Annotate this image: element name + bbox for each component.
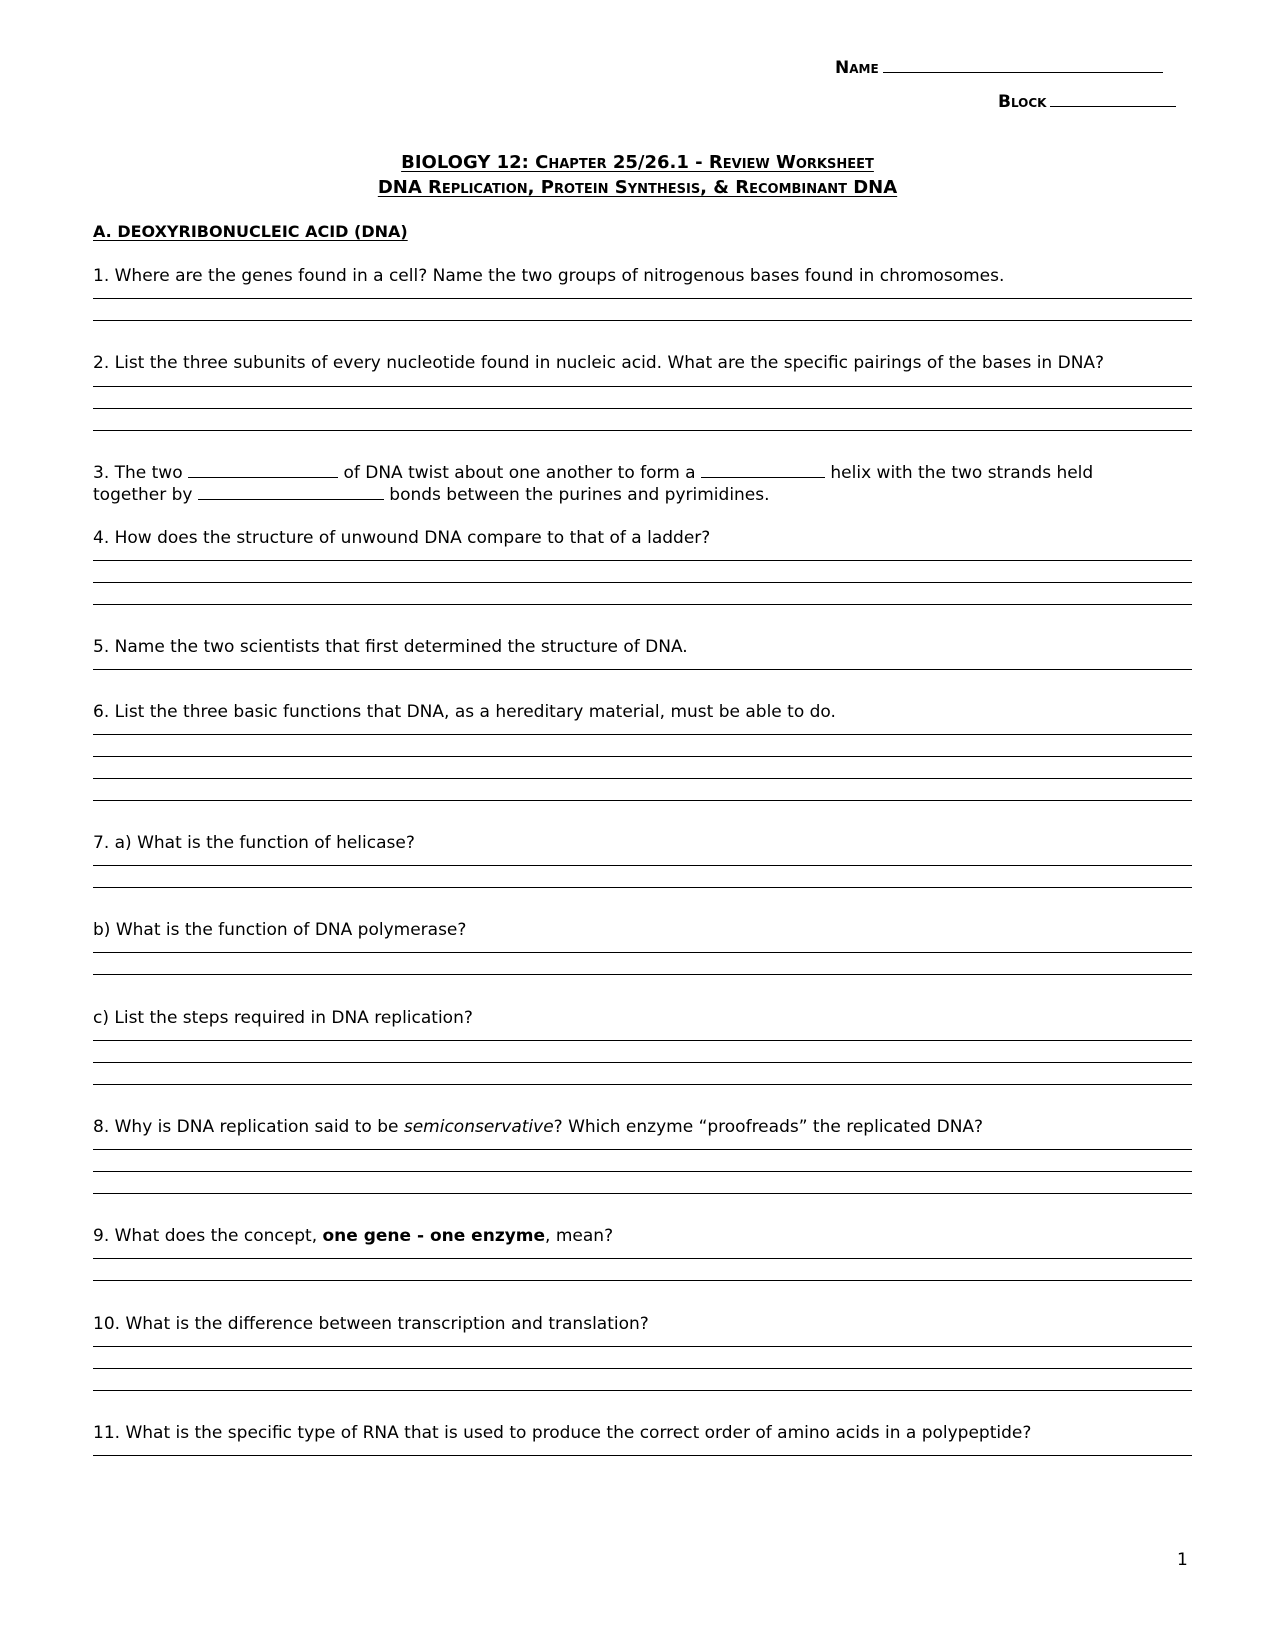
answer-line[interactable]: [93, 430, 1192, 431]
answer-line[interactable]: [93, 298, 1192, 299]
q8-text-2: ? Which enzyme “proofreads” the replicated DNA?: [553, 1117, 984, 1137]
question-1: 1. Where are the genes found in a cell? Name the two groups of nitrogenous bases found in chromosomes.: [93, 266, 1005, 286]
answer-line[interactable]: [93, 1149, 1192, 1150]
q8-italic-term: semiconservative: [403, 1117, 554, 1137]
question-4: 4. How does the structure of unwound DNA compare to that of a ladder?: [93, 528, 711, 548]
answer-line[interactable]: [93, 1390, 1192, 1391]
answer-line[interactable]: [93, 1062, 1192, 1063]
question-7b: b) What is the function of DNA polymerase?: [93, 920, 467, 940]
answer-line[interactable]: [93, 756, 1192, 757]
q3-text-3: helix with the two strands held: [830, 463, 1094, 483]
worksheet-title: BIOLOGY 12: Chapter 25/26.1 - Review Worksheet: [401, 152, 874, 173]
answer-line[interactable]: [93, 974, 1192, 975]
block-field: [998, 92, 1176, 112]
q9-bold-term: one gene - one enzyme: [322, 1226, 546, 1246]
q9-text-1: 9. What does the concept,: [93, 1226, 323, 1246]
q3-blank-1[interactable]: [188, 463, 338, 478]
question-5: 5. Name the two scientists that first determined the structure of DNA.: [93, 637, 688, 657]
answer-line[interactable]: [93, 582, 1192, 583]
block-blank[interactable]: [1050, 92, 1176, 107]
page-number: 1: [1177, 1550, 1188, 1570]
q8-text-1: 8. Why is DNA replication said to be: [93, 1117, 404, 1137]
question-8: [93, 1116, 983, 1138]
q3-blank-3[interactable]: [198, 485, 384, 500]
section-heading: A. DEOXYRIBONUCLEIC ACID (DNA): [93, 222, 408, 241]
answer-line[interactable]: [93, 669, 1192, 670]
q3-text-2: of DNA twist about one another to form a: [343, 463, 696, 483]
q3-text-5: bonds between the purines and pyrimidines.: [389, 485, 770, 505]
q3-text-1: 3. The two: [93, 463, 183, 483]
answer-line[interactable]: [93, 800, 1192, 801]
answer-line[interactable]: [93, 734, 1192, 735]
question-7a: 7. a) What is the function of helicase?: [93, 833, 415, 853]
question-6: 6. List the three basic functions that DNA, as a hereditary material, must be able to do.: [93, 702, 836, 722]
question-3-line-1: [93, 462, 1093, 484]
answer-line[interactable]: [93, 1040, 1192, 1041]
answer-line[interactable]: [93, 408, 1192, 409]
answer-line[interactable]: [93, 865, 1192, 866]
answer-line[interactable]: [93, 320, 1192, 321]
question-10: 10. What is the difference between transcription and translation?: [93, 1314, 649, 1334]
answer-line[interactable]: [93, 1346, 1192, 1347]
answer-line[interactable]: [93, 1084, 1192, 1085]
answer-line[interactable]: [93, 386, 1192, 387]
answer-line[interactable]: [93, 1258, 1192, 1259]
answer-line[interactable]: [93, 560, 1192, 561]
name-blank[interactable]: [883, 58, 1163, 73]
q9-text-2: , mean?: [545, 1226, 614, 1246]
answer-line[interactable]: [93, 1280, 1192, 1281]
question-3-line-2: [93, 484, 770, 506]
block-label: Block: [998, 92, 1047, 112]
q3-blank-2[interactable]: [701, 463, 825, 478]
answer-line[interactable]: [93, 1455, 1192, 1456]
question-2: 2. List the three subunits of every nucleotide found in nucleic acid. What are the specific pairings of the bases in DNA?: [93, 353, 1105, 373]
answer-line[interactable]: [93, 604, 1192, 605]
worksheet-subtitle: DNA Replication, Protein Synthesis, & Recombinant DNA: [377, 177, 898, 198]
question-9: [93, 1225, 613, 1247]
name-field: [835, 58, 1163, 78]
answer-line[interactable]: [93, 1368, 1192, 1369]
question-7c: c) List the steps required in DNA replication?: [93, 1008, 473, 1028]
answer-line[interactable]: [93, 887, 1192, 888]
q3-text-4: together by: [93, 485, 193, 505]
name-label: Name: [835, 58, 879, 78]
answer-line[interactable]: [93, 1171, 1192, 1172]
answer-line[interactable]: [93, 1193, 1192, 1194]
answer-line[interactable]: [93, 778, 1192, 779]
question-11: 11. What is the specific type of RNA that is used to produce the correct order of amino acids in a polypeptide?: [93, 1423, 1032, 1443]
answer-line[interactable]: [93, 952, 1192, 953]
